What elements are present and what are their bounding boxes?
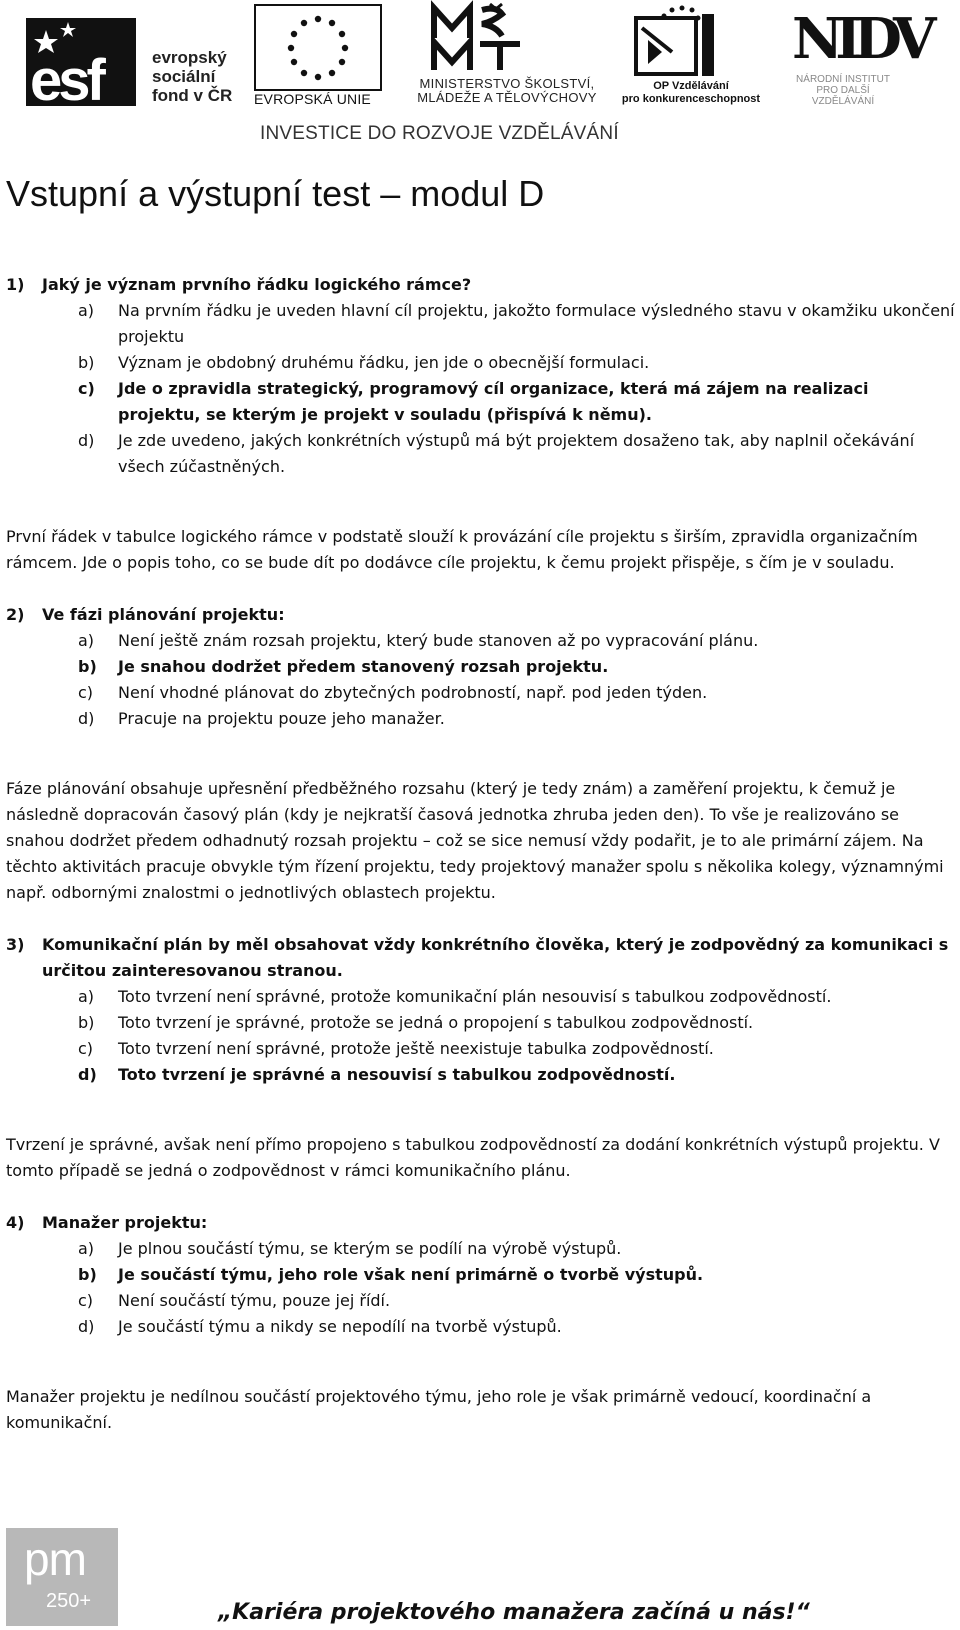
option-text: Toto tvrzení není správné, protože ještě neexistuje tabulka zodpovědností.: [118, 1039, 714, 1058]
question-number: 4): [6, 1213, 25, 1232]
op-logo: [628, 4, 728, 78]
option-text: Není ještě znám rozsah projektu, který bude stanoven až po vypracování plánu.: [118, 631, 759, 650]
option-letter: b): [78, 353, 95, 372]
option-letter: b): [78, 657, 97, 676]
esf-logo: [26, 18, 136, 113]
option-text: Toto tvrzení není správné, protože komunikační plán nesouvisí s tabulkou zodpovědností.: [118, 987, 832, 1006]
option-b-correct: [6, 1262, 956, 1288]
explanation-4: Manažer projektu je nedílnou součástí projektového týmu, jeho role je však primárně vedoucí, koordinační a komunikační.: [6, 1387, 872, 1432]
eu-caption: EVROPSKÁ UNIE: [254, 91, 371, 107]
pm250-logo: [6, 1528, 118, 1626]
svg-text:NIDV: NIDV: [792, 6, 929, 72]
option-letter: a): [78, 301, 95, 320]
option-letter: a): [78, 987, 95, 1006]
option-text: Toto tvrzení je správné, protože se jedná o propojení s tabulkou zodpovědností.: [118, 1013, 754, 1032]
option-text: Není součástí týmu, pouze jej řídí.: [118, 1291, 391, 1310]
question-text: Ve fázi plánování projektu:: [42, 605, 285, 624]
option-c-correct: [6, 376, 956, 428]
option-a: [6, 298, 956, 350]
option-text: Je plnou součástí týmu, se kterým se podílí na výrobě výstupů.: [118, 1239, 622, 1258]
test-content: [6, 272, 956, 1436]
question-1: [6, 272, 956, 298]
header-logos: [0, 0, 960, 150]
option-text: Je součástí týmu a nikdy se nepodílí na tvorbě výstupů.: [118, 1317, 562, 1336]
question-text: Manažer projektu:: [42, 1213, 208, 1232]
esf-text: evropský sociální fond v ČR: [152, 48, 233, 105]
svg-text:esf: esf: [30, 48, 102, 113]
question-number: 1): [6, 275, 25, 294]
option-letter: d): [78, 709, 95, 728]
question-2: [6, 602, 956, 628]
option-a: [6, 984, 956, 1010]
option-letter: d): [78, 431, 95, 450]
option-letter: c): [78, 1291, 94, 1310]
option-b: [6, 1010, 956, 1036]
eu-flag-logo: [254, 4, 382, 91]
option-a: [6, 1236, 956, 1262]
option-text: Jde o zpravidla strategický, programový cíl organizace, která má zájem na realizaci projektu, se kterým je projekt v souladu (přispívá k němu).: [118, 379, 869, 424]
option-letter: c): [78, 683, 94, 702]
footer-slogan: „Kariéra projektového manažera začíná u nás!“: [218, 1600, 810, 1625]
option-text: Význam je obdobný druhému řádku, jen jde o obecnější formulaci.: [118, 353, 650, 372]
question-text: Komunikační plán by měl obsahovat vždy konkrétního člověka, který je zodpovědný za komunikaci s určitou zainteresovanou stranou.: [42, 935, 949, 980]
option-text: Je součástí týmu, jeho role však není primárně o tvorbě výstupů.: [118, 1265, 704, 1284]
option-letter: a): [78, 631, 95, 650]
logo-250-text: 250+: [46, 1590, 92, 1612]
option-letter: b): [78, 1013, 95, 1032]
option-text: Na prvním řádku je uveden hlavní cíl projektu, jakožto formulace výsledného stavu v okamžiku ukončení projektu: [118, 301, 955, 346]
question-number: 3): [6, 935, 25, 954]
option-text: Je snahou dodržet předem stanovený rozsah projektu.: [118, 657, 609, 676]
option-c: [6, 1036, 956, 1062]
page-title: Vstupní a výstupní test – modul D: [6, 173, 545, 214]
option-d: [6, 428, 956, 480]
msmt-logo: [430, 4, 540, 74]
option-letter: c): [78, 379, 95, 398]
option-c: [6, 680, 956, 706]
option-text: Toto tvrzení je správné a nesouvisí s tabulkou zodpovědností.: [118, 1065, 676, 1084]
option-a: [6, 628, 956, 654]
option-d-correct: [6, 1062, 956, 1088]
option-letter: d): [78, 1317, 95, 1336]
option-letter: c): [78, 1039, 94, 1058]
investice-tagline: INVESTICE DO ROZVOJE VZDĚLÁVÁNÍ: [260, 123, 619, 144]
option-text: Je zde uvedeno, jakých konkrétních výstupů má být projektem dosaženo tak, aby naplnil očekávání všech zúčastněných.: [118, 431, 915, 476]
question-number: 2): [6, 605, 25, 624]
explanation-2: Fáze plánování obsahuje upřesnění předběžného rozsahu (který je tedy znám) a zaměření projektu, k čemuž je následně dopracován časový plán (kdy je nejkratší časová jednotka zhruba jeden den). To vše je realizováno se snahou dodržet předem odhadnutý rozsah projektu – což se sice nemusí vždy podařit, je to ale primární zájem. Na těchto aktivitách pracuje obvykle tým řízení projektu, tedy projektový manažer spolu s několika kolegy, významnými např. odbornými znalostmi o jednotlivých oblastech projektu.: [6, 779, 944, 902]
option-letter: d): [78, 1065, 97, 1084]
op-caption: OP Vzdělávání pro konkurenceschopnost: [621, 80, 761, 105]
option-letter: a): [78, 1239, 95, 1258]
explanation-3: Tvrzení je správné, avšak není přímo propojeno s tabulkou zodpovědností za dodání konkrétních výstupů projektu. V tomto případě se jedná o zodpovědnost v rámci komunikačního plánu.: [6, 1135, 940, 1180]
option-text: Není vhodné plánovat do zbytečných podrobností, např. pod jeden týden.: [118, 683, 708, 702]
explanation-1: První řádek v tabulce logického rámce v podstatě slouží k provázání cíle projektu s širším, zpravidla organizačním rámcem. Jde o popis toho, co se bude dít po dodávce cíle projektu, k čemu projekt přispěje, s čím je v souladu.: [6, 527, 918, 572]
option-c: [6, 1288, 956, 1314]
msmt-caption: MINISTERSTVO ŠKOLSTVÍ, MLÁDEŽE A TĚLOVÝCHOVY: [417, 76, 597, 105]
options-list: [6, 298, 956, 480]
options-list: [6, 628, 956, 732]
option-d: [6, 706, 956, 732]
options-list: [6, 1236, 956, 1340]
option-letter: b): [78, 1265, 97, 1284]
nidv-caption: NÁRODNÍ INSTITUT PRO DALŠÍ VZDĚLÁVÁNÍ: [796, 74, 890, 107]
option-b-correct: [6, 654, 956, 680]
logo-pm-text: pm: [24, 1533, 86, 1585]
option-text: Pracuje na projektu pouze jeho manažer.: [118, 709, 445, 728]
question-4: [6, 1210, 956, 1236]
question-text: Jaký je význam prvního řádku logického rámce?: [42, 275, 472, 294]
question-3: [6, 932, 956, 984]
options-list: [6, 984, 956, 1088]
nidv-logo: [792, 6, 929, 72]
option-b: [6, 350, 956, 376]
option-d: [6, 1314, 956, 1340]
